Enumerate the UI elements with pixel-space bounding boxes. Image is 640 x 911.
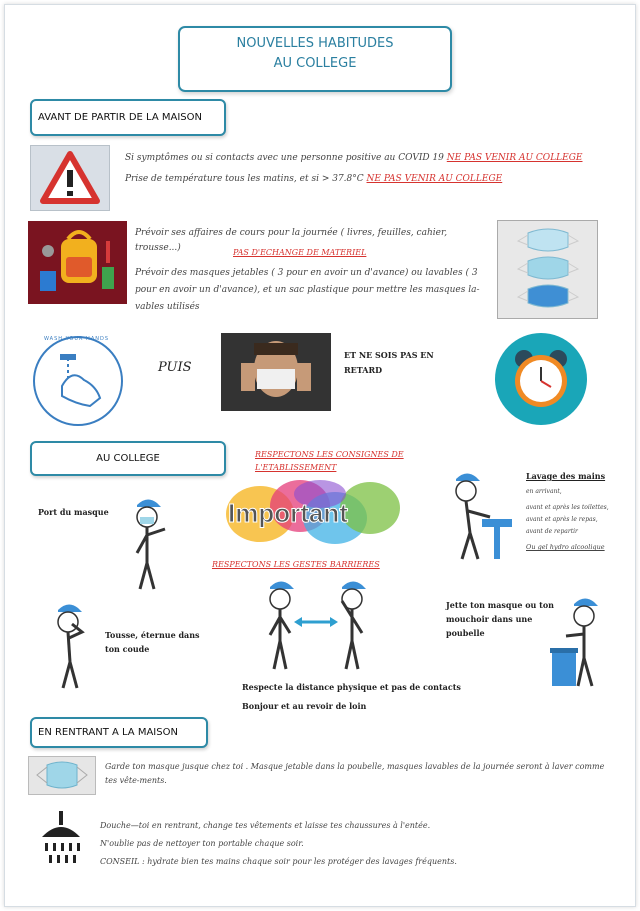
- section-college-header: [30, 441, 226, 476]
- distance-text: Respecte la distance physique et pas de contacts: [242, 682, 461, 692]
- gel-text: Ou gel hydro alcoolique: [526, 543, 605, 551]
- distance-figures-icon: [260, 577, 375, 672]
- hello-text: Bonjour et au revoir de loin: [242, 701, 367, 711]
- keep-mask-text: Garde ton masque jusque chez toi . Masque jetable dans la poubelle, masques lavables de la journée seront à laver comme tes vête-ments.: [105, 762, 605, 785]
- gestes-text: RESPECTONS LES GESTES BARRIERES: [212, 560, 380, 569]
- no-exchange-warning: PAS D'ECHANGE DE MATERIEL: [233, 248, 367, 257]
- shower-icon: [28, 803, 94, 873]
- trash-text: Jette ton masque ou ton mouchoir dans une poubelle: [446, 600, 554, 638]
- consignes-text: RESPECTONS LES CONSIGNES DE L'ETABLISSEMENT: [255, 450, 404, 472]
- shower-text: Douche—toi en rentrant, change tes vêtements et laisse tes chaussures à l'entée.: [100, 821, 431, 830]
- important-label: Important: [228, 498, 348, 528]
- puis-text: PUIS: [158, 360, 192, 375]
- hydrate-text: CONSEIL : hydrate bien tes mains chaque soir pour les protéger des lavages fréquents.: [100, 857, 457, 866]
- school-supplies-icon: [28, 221, 127, 304]
- section-return-label: EN RENTRANT A LA MAISON: [38, 727, 178, 738]
- title-line-1: NOUVELLES HABITUDES: [236, 36, 394, 51]
- wash-hands-caption: WASH YOUR HANDS: [44, 336, 109, 342]
- supplies-text: Prévoir ses affaires de cours pour la journée ( livres, feuilles, cahier, trousse...): [135, 228, 448, 253]
- cough-text: Tousse, éternue dans ton coude: [105, 630, 200, 654]
- symptoms-warning: NE PAS VENIR AU COLLEGE: [446, 153, 583, 163]
- temperature-text: Prise de température tous les matins, et si > 37.8°C NE PAS VENIR AU COLLEGE: [125, 174, 503, 184]
- mask-figure-icon: [125, 493, 175, 593]
- wash-item: avant de repartir: [526, 528, 578, 535]
- section-home-header: [30, 99, 226, 136]
- warning-icon: [30, 145, 110, 211]
- wash-title: Lavage des mains: [526, 471, 606, 481]
- trash-figure-icon: [548, 594, 604, 689]
- phone-text: N'oublie pas de nettoyer ton portable chaque soir.: [100, 839, 304, 848]
- wash-item: avant et après les toilettes,: [526, 504, 609, 511]
- page-title: [178, 26, 452, 92]
- person-mask-photo: [221, 333, 331, 411]
- section-home-label: AVANT DE PARTIR DE LA MAISON: [38, 112, 202, 123]
- wash-item: avant et après le repas,: [526, 516, 598, 523]
- mask-text: Port du masque: [38, 507, 109, 517]
- masks-text: Prévoir des masques jetables ( 3 pour en avoir un d'avance) ou lavables ( 3 pour en avoir un d'avance), et un sac plastique pour mettre les masques la-vables utilisés: [135, 268, 480, 312]
- cough-figure-icon: [52, 598, 94, 692]
- temperature-warning: NE PAS VENIR AU COLLEGE: [366, 174, 503, 184]
- late-text: ET NE SOIS PAS EN RETARD: [344, 350, 434, 375]
- alarm-clock-icon: [484, 321, 598, 437]
- symptoms-text: Si symptômes ou si contacts avec une personne positive au COVID 19 NE PAS VENIR AU COLLEGE: [125, 153, 583, 163]
- wash-list: [526, 486, 609, 538]
- important-banner: [220, 476, 405, 550]
- masks-icon: [497, 220, 598, 319]
- section-college-label: AU COLLEGE: [96, 453, 160, 464]
- section-return-header: [30, 717, 208, 748]
- wash-item: en arrivant,: [526, 488, 562, 495]
- handwash-figure-icon: [450, 467, 516, 563]
- title-line-2: AU COLLEGE: [273, 56, 357, 71]
- mask-icon: [28, 756, 96, 795]
- wash-hands-icon: [28, 326, 129, 436]
